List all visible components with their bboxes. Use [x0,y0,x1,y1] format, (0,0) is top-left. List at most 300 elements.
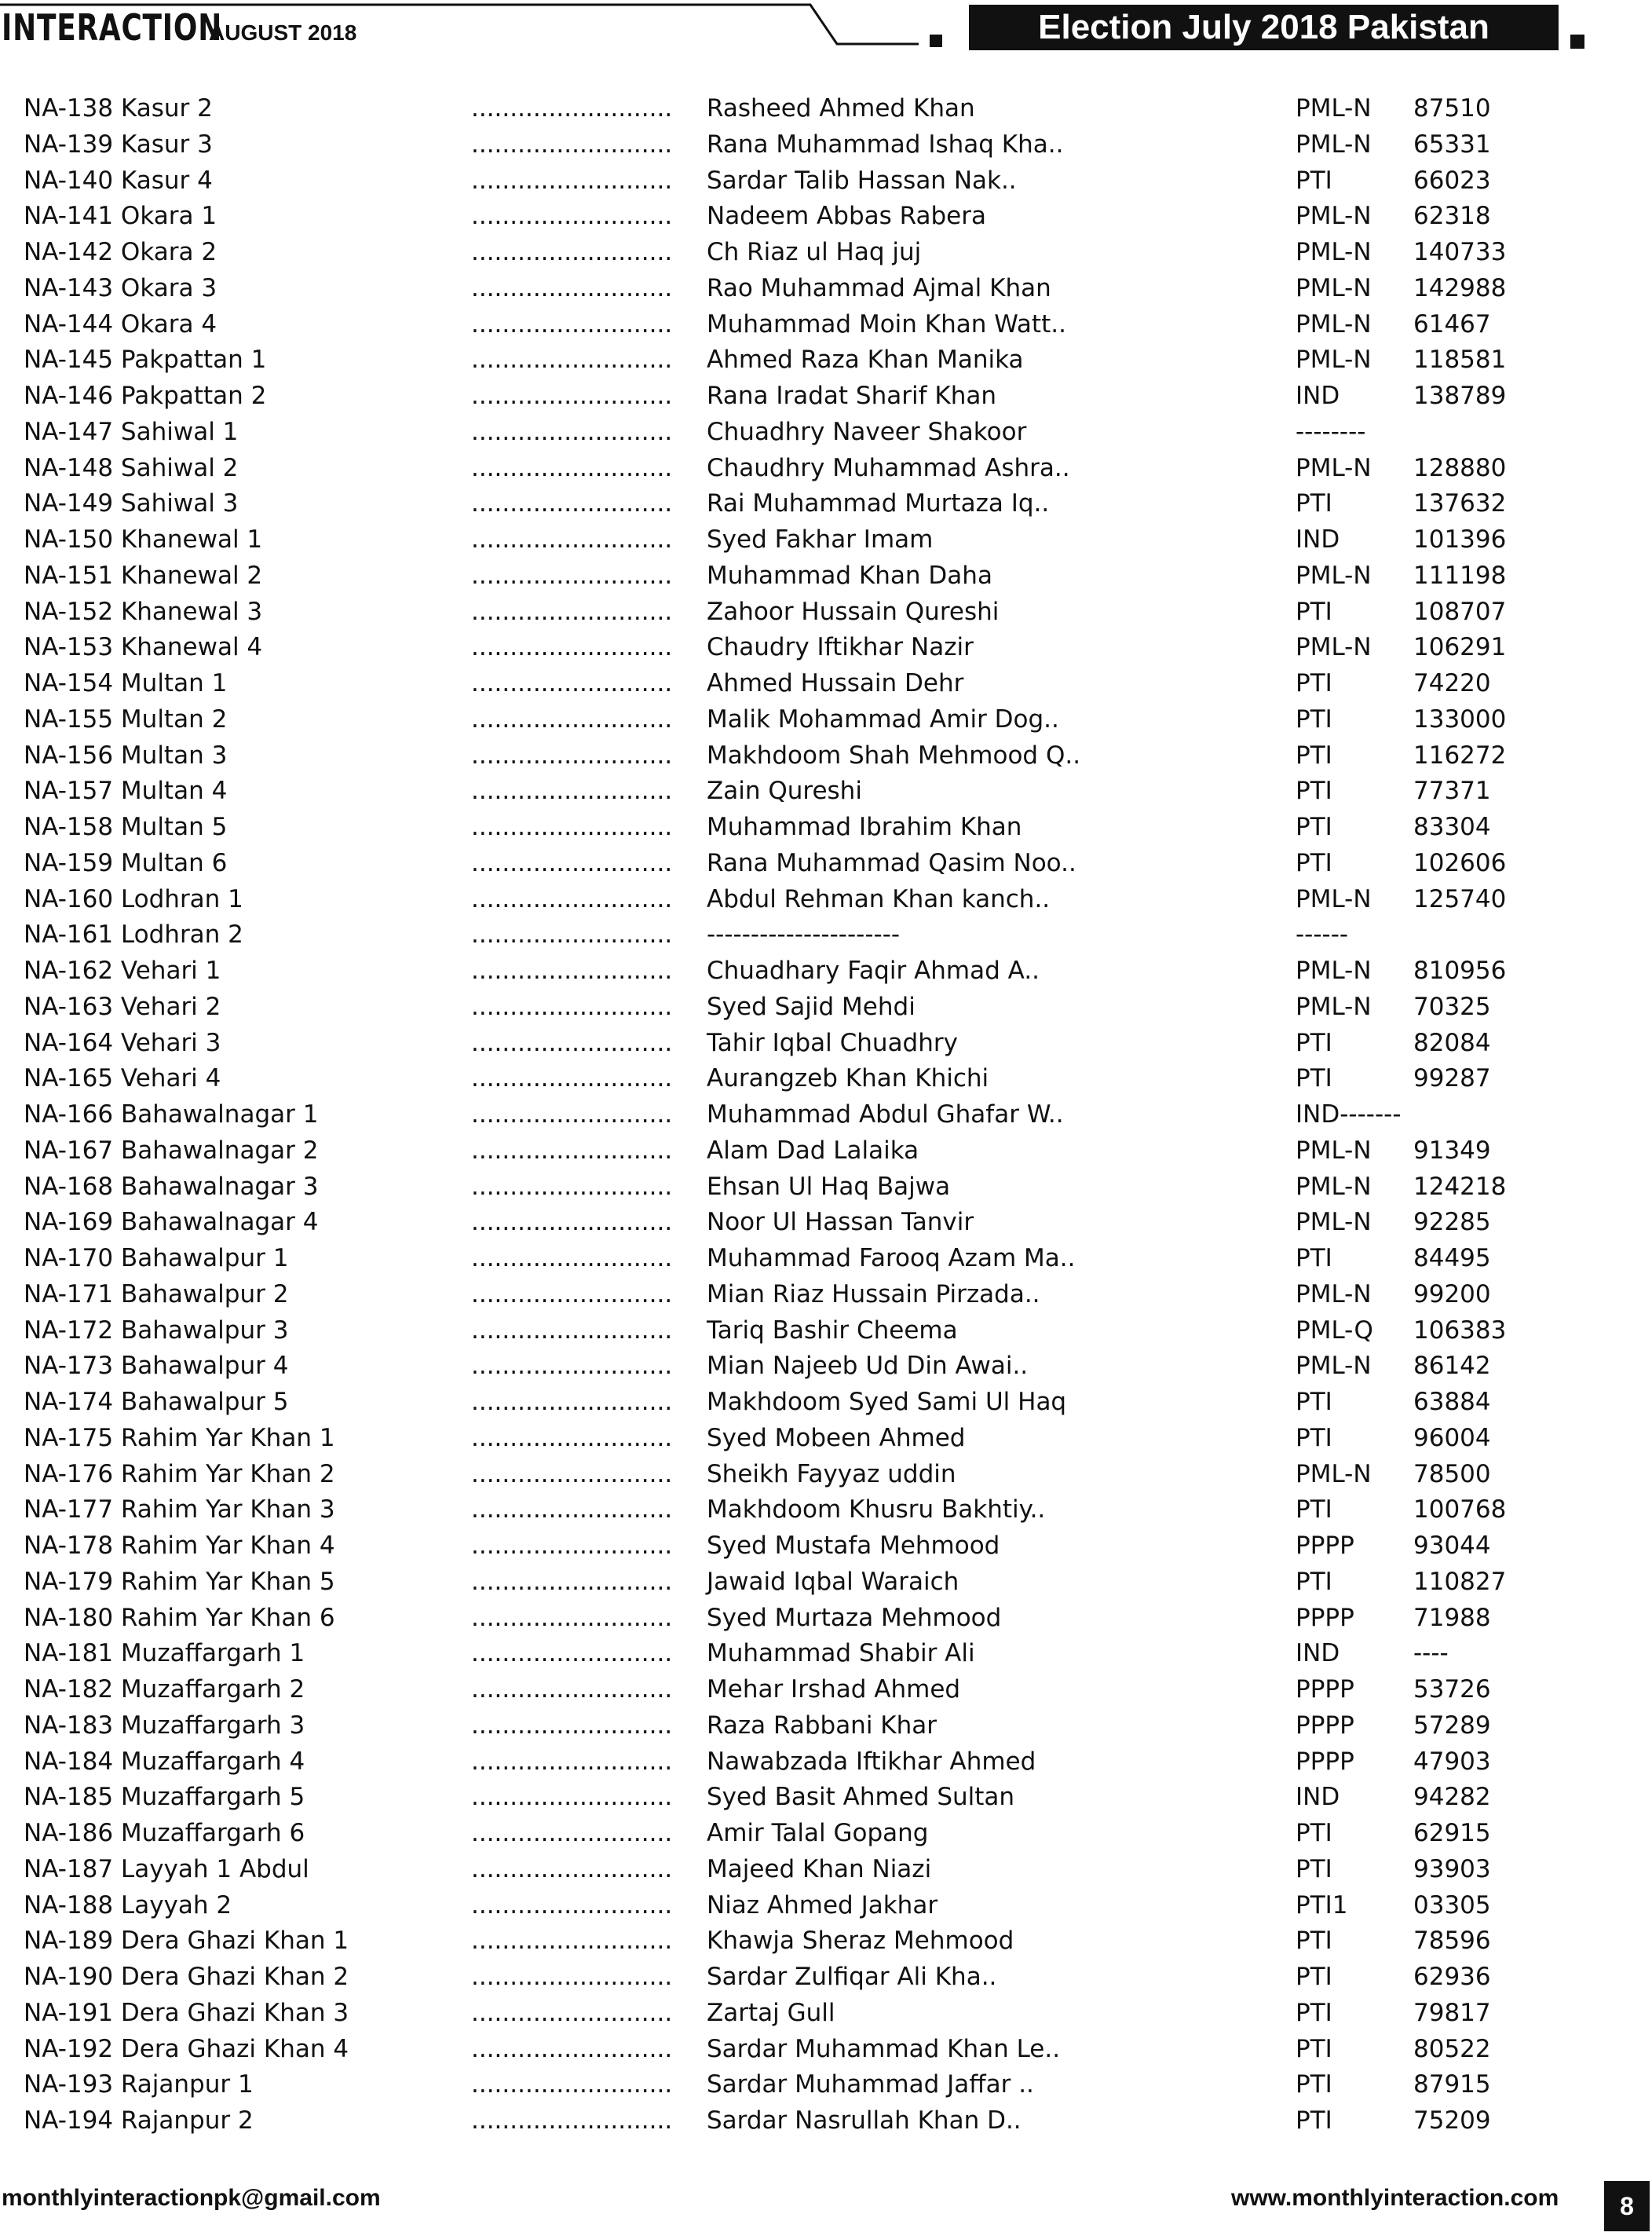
constituency-name: NA-157 Multan 4 [24,777,228,806]
constituency-name: NA-142 Okara 2 [24,238,217,266]
candidate-name: Muhammad Moin Khan Watt.. [707,309,1066,339]
list-item [0,93,1652,128]
dotted-leader: .......................... [471,848,673,877]
vote-count: 99287 [1413,1064,1491,1093]
vote-count: 125740 [1413,884,1507,913]
list-item [0,1027,1652,1063]
dotted-leader: .......................... [471,561,673,590]
party-name: PTI1 [1296,1890,1348,1919]
dotted-leader: .......................... [471,1783,673,1812]
list-item [0,273,1652,308]
party-name: PTI [1296,1819,1332,1847]
constituency-name: NA-166 Bahawalnagar 1 [24,1100,319,1129]
party-name: PTI [1296,813,1332,841]
candidate-name: Ahmed Raza Khan Manika [707,346,1024,375]
vote-count: 96004 [1413,1423,1491,1452]
vote-count: 91349 [1413,1136,1491,1165]
party-name: PML-N [1296,1352,1372,1381]
dotted-leader: .......................... [471,2106,673,2135]
candidate-name: Raza Rabbani Khar [707,1711,937,1740]
candidate-name: Mian Najeeb Ud Din Awai.. [707,1352,1029,1381]
constituency-name: NA-152 Khanewal 3 [24,597,263,626]
vote-count: 93903 [1413,1854,1491,1883]
dotted-leader: .......................... [471,1028,673,1057]
vote-count: 87915 [1413,2070,1491,2099]
list-item [0,416,1652,452]
candidate-name: Makhdoom Khusru Bakhtiy.. [707,1495,1046,1524]
vote-count: 84495 [1413,1244,1491,1272]
candidate-name: Makhdoom Shah Mehmood Q.. [707,741,1081,770]
party-name: PTI [1296,597,1332,626]
party-name: PTI [1296,1854,1332,1883]
list-item [0,1997,1652,2033]
constituency-name: NA-182 Muzaffargarh 2 [24,1675,305,1704]
party-name: -------- [1296,417,1366,446]
candidate-name: Tahir Iqbal Chuadhry [707,1028,958,1057]
vote-count: 92285 [1413,1208,1491,1237]
vote-count: 116272 [1413,741,1507,770]
candidate-name: Niaz Ahmed Jakhar [707,1890,938,1919]
constituency-name: NA-160 Lodhran 1 [24,884,243,913]
dotted-leader: .......................... [471,1459,673,1488]
candidate-name: Nadeem Abbas Rabera [707,202,986,231]
constituency-name: NA-186 Muzaffargarh 6 [24,1819,305,1847]
dotted-leader: .......................... [471,597,673,626]
vote-count: 110827 [1413,1567,1507,1596]
list-item [0,1386,1652,1422]
list-item [0,452,1652,488]
constituency-name: NA-164 Vehari 3 [24,1028,221,1057]
candidate-name: Makhdoom Syed Sami Ul Haq [707,1388,1067,1416]
section-title: Election July 2018 Pakistan [969,5,1559,50]
list-item [0,1890,1652,1925]
constituency-name: NA-162 Vehari 1 [24,957,221,985]
vote-count: 100768 [1413,1495,1507,1524]
list-item [0,1422,1652,1458]
list-item [0,631,1652,667]
list-item [0,560,1652,595]
constituency-name: NA-171 Bahawalpur 2 [24,1279,289,1308]
dotted-leader: .......................... [471,1532,673,1560]
party-name: PML-N [1296,1459,1372,1488]
party-name: PTI [1296,2034,1332,2063]
constituency-name: NA-172 Bahawalpur 3 [24,1316,289,1345]
party-name: PML-N [1296,309,1372,339]
list-item [0,1206,1652,1242]
candidate-name: Muhammad Shabir Ali [707,1639,975,1668]
constituency-name: NA-159 Multan 6 [24,848,228,877]
party-name: PTI [1296,848,1332,877]
list-item [0,1925,1652,1960]
vote-count: 70325 [1413,992,1491,1021]
party-name: PTI [1296,1244,1332,1272]
candidate-name: Syed Mustafa Mehmood [707,1532,1000,1560]
candidate-name: Abdul Rehman Khan kanch.. [707,884,1051,913]
vote-count: 78596 [1413,1927,1491,1956]
party-name: PTI [1296,669,1332,697]
vote-count: 47903 [1413,1747,1491,1776]
list-item [0,1781,1652,1817]
constituency-name: NA-194 Rajanpur 2 [24,2106,254,2135]
list-item [0,1135,1652,1170]
list-item [0,668,1652,703]
candidate-name: Rana Muhammad Ishaq Kha.. [707,130,1064,159]
dotted-leader: .......................... [471,309,673,339]
dotted-leader: .......................... [471,704,673,734]
constituency-name: NA-177 Rahim Yar Khan 3 [24,1495,335,1524]
list-item [0,129,1652,164]
candidate-name: Majeed Khan Niazi [707,1854,932,1883]
party-name: PML-N [1296,346,1372,375]
list-item [0,200,1652,236]
constituency-name: NA-180 Rahim Yar Khan 6 [24,1603,335,1632]
candidate-name: ---------------------- [707,920,901,950]
list-item [0,1566,1652,1601]
list-item [0,524,1652,559]
list-item [0,236,1652,272]
party-name: PTI [1296,1998,1332,2027]
list-item [0,1674,1652,1709]
constituency-name: NA-150 Khanewal 1 [24,525,263,554]
party-name: PML-N [1296,633,1372,662]
constituency-name: NA-176 Rahim Yar Khan 2 [24,1459,335,1488]
dotted-leader: .......................... [471,1064,673,1093]
party-name: PTI [1296,166,1332,195]
party-name: PML-N [1296,273,1372,302]
constituency-name: NA-184 Muzaffargarh 4 [24,1747,305,1776]
vote-count: ---- [1413,1639,1449,1668]
candidate-name: Alam Dad Lalaika [707,1136,919,1165]
dotted-leader: .......................... [471,346,673,375]
page-header [0,0,1652,63]
list-item [0,884,1652,919]
candidate-name: Syed Murtaza Mehmood [707,1603,1002,1632]
list-item [0,1638,1652,1673]
header-square-right [1570,35,1584,49]
vote-count: 82084 [1413,1028,1491,1057]
party-name: PML-N [1296,1136,1372,1165]
vote-count: 57289 [1413,1711,1491,1740]
dotted-leader: .......................... [471,1495,673,1524]
constituency-name: NA-168 Bahawalnagar 3 [24,1172,319,1201]
constituency-name: NA-153 Khanewal 4 [24,633,263,662]
party-name: PPPP [1296,1603,1354,1632]
candidate-name: Aurangzeb Khan Khichi [707,1064,989,1093]
candidate-name: Syed Mobeen Ahmed [707,1423,966,1452]
header-square-left [930,35,942,47]
dotted-leader: .......................... [471,489,673,518]
list-item [0,165,1652,200]
vote-count: 810956 [1413,957,1507,985]
constituency-name: NA-147 Sahiwal 1 [24,417,239,446]
dotted-leader: .......................... [471,273,673,302]
dotted-leader: .......................... [471,957,673,985]
candidate-name: Chaudry Iftikhar Nazir [707,633,974,662]
party-name: PTI [1296,1567,1332,1596]
constituency-name: NA-158 Multan 5 [24,813,228,841]
vote-count: 80522 [1413,2034,1491,2063]
candidate-name: Chuadhary Faqir Ahmad A.. [707,957,1040,985]
list-item [0,488,1652,523]
vote-count: 74220 [1413,669,1491,697]
vote-count: 133000 [1413,704,1507,734]
constituency-name: NA-138 Kasur 2 [24,94,213,123]
vote-count: 102606 [1413,848,1507,877]
list-item [0,1854,1652,1889]
party-name: PML-N [1296,957,1372,985]
candidate-name: Sardar Zulfiqar Ali Kha.. [707,1963,997,1991]
magazine-title: INTERACTION [2,6,223,49]
dotted-leader: .......................... [471,1963,673,1991]
vote-count: 142988 [1413,273,1507,302]
vote-count: 63884 [1413,1388,1491,1416]
candidate-name: Malik Mohammad Amir Dog.. [707,704,1059,734]
list-item [0,596,1652,631]
candidate-name: Mehar Irshad Ahmed [707,1675,961,1704]
party-name: PTI [1296,1388,1332,1416]
constituency-name: NA-145 Pakpattan 1 [24,346,267,375]
vote-count: 75209 [1413,2106,1491,2135]
dotted-leader: .......................... [471,1603,673,1632]
constituency-name: NA-178 Rahim Yar Khan 4 [24,1532,335,1560]
constituency-name: NA-161 Lodhran 2 [24,920,243,950]
party-name: PTI [1296,777,1332,806]
constituency-name: NA-151 Khanewal 2 [24,561,263,590]
vote-count: 108707 [1413,597,1507,626]
constituency-name: NA-188 Layyah 2 [24,1890,232,1919]
dotted-leader: .......................... [471,992,673,1021]
dotted-leader: .......................... [471,1819,673,1847]
constituency-name: NA-189 Dera Ghazi Khan 1 [24,1927,349,1956]
dotted-leader: .......................... [471,1639,673,1668]
vote-count: 53726 [1413,1675,1491,1704]
dotted-leader: .......................... [471,1316,673,1345]
dotted-leader: .......................... [471,1208,673,1237]
list-item [0,1746,1652,1781]
list-item [0,1279,1652,1314]
vote-count: 99200 [1413,1279,1491,1308]
constituency-name: NA-193 Rajanpur 1 [24,2070,254,2099]
candidate-name: Muhammad Abdul Ghafar W.. [707,1100,1064,1129]
list-item [0,1602,1652,1638]
candidate-name: Tariq Bashir Cheema [707,1316,958,1345]
party-name: PML-N [1296,453,1372,482]
constituency-name: NA-146 Pakpattan 2 [24,382,267,410]
constituency-name: NA-144 Okara 4 [24,309,217,339]
constituency-name: NA-148 Sahiwal 2 [24,453,239,482]
party-name: PML-N [1296,202,1372,231]
vote-count: 137632 [1413,489,1507,518]
vote-count: 71988 [1413,1603,1491,1632]
candidate-name: Syed Basit Ahmed Sultan [707,1783,1015,1812]
party-name: PPPP [1296,1532,1354,1560]
candidate-name: Sardar Nasrullah Khan D.. [707,2106,1022,2135]
candidate-name: Rana Iradat Sharif Khan [707,382,996,410]
vote-count: 62915 [1413,1819,1491,1847]
candidate-name: Zain Qureshi [707,777,862,806]
list-item [0,380,1652,415]
party-name: PML-N [1296,1172,1372,1201]
party-name: PTI [1296,1423,1332,1452]
party-name: ------ [1296,920,1349,950]
party-name: PML-N [1296,1208,1372,1237]
vote-count: 86142 [1413,1352,1491,1381]
party-name: PPPP [1296,1747,1354,1776]
party-name: PTI [1296,704,1332,734]
vote-count: 03305 [1413,1890,1491,1919]
constituency-name: NA-165 Vehari 4 [24,1064,221,1093]
dotted-leader: .......................... [471,741,673,770]
list-item [0,1494,1652,1529]
dotted-leader: .......................... [471,1172,673,1201]
constituency-name: NA-156 Multan 3 [24,741,228,770]
candidate-name: Sardar Muhammad Khan Le.. [707,2034,1061,2063]
list-item [0,740,1652,775]
vote-count: 111198 [1413,561,1507,590]
vote-count: 61467 [1413,309,1491,339]
dotted-leader: .......................... [471,525,673,554]
vote-count: 138789 [1413,382,1507,410]
candidate-name: Sardar Talib Hassan Nak.. [707,166,1017,195]
constituency-name: NA-154 Multan 1 [24,669,228,697]
dotted-leader: .......................... [471,1100,673,1129]
party-name: IND [1296,382,1340,410]
list-item [0,2033,1652,2069]
party-name: PML-N [1296,992,1372,1021]
dotted-leader: .......................... [471,1352,673,1381]
dotted-leader: .......................... [471,2034,673,2063]
candidate-name: Jawaid Iqbal Waraich [707,1567,959,1596]
constituency-name: NA-167 Bahawalnagar 2 [24,1136,319,1165]
list-item [0,811,1652,847]
vote-count: 124218 [1413,1172,1507,1201]
party-name: PTI [1296,2106,1332,2135]
vote-count: 62318 [1413,202,1491,231]
list-item [0,991,1652,1027]
party-name: PTI [1296,1064,1332,1093]
vote-count: 94282 [1413,1783,1491,1812]
candidate-name: Ehsan Ul Haq Bajwa [707,1172,951,1201]
candidate-name: Muhammad Ibrahim Khan [707,813,1022,841]
candidate-name: Syed Fakhar Imam [707,525,934,554]
dotted-leader: .......................... [471,202,673,231]
candidate-name: Zartaj Gull [707,1998,835,2027]
vote-count: 87510 [1413,94,1491,123]
vote-count: 79817 [1413,1998,1491,2027]
party-name: IND [1296,1783,1340,1812]
list-item [0,1350,1652,1385]
vote-count: 101396 [1413,525,1507,554]
dotted-leader: .......................... [471,1890,673,1919]
dotted-leader: .......................... [471,1423,673,1452]
list-item [0,2105,1652,2140]
list-item [0,1961,1652,1996]
vote-count: 65331 [1413,130,1491,159]
dotted-leader: .......................... [471,1279,673,1308]
vote-count: 118581 [1413,346,1507,375]
dotted-leader: .......................... [471,94,673,123]
dotted-leader: .......................... [471,1711,673,1740]
constituency-name: NA-191 Dera Ghazi Khan 3 [24,1998,349,2027]
dotted-leader: .......................... [471,417,673,446]
candidate-name: Rao Muhammad Ajmal Khan [707,273,1051,302]
vote-count: 140733 [1413,238,1507,266]
candidate-name: Muhammad Khan Daha [707,561,992,590]
dotted-leader: .......................... [471,1927,673,1956]
constituency-name: NA-192 Dera Ghazi Khan 4 [24,2034,349,2063]
list-item [0,775,1652,811]
candidate-name: Sheikh Fayyaz uddin [707,1459,956,1488]
page-number: 8 [1604,2181,1650,2231]
list-item [0,1817,1652,1853]
candidate-name: Rai Muhammad Murtaza Iq.. [707,489,1050,518]
constituency-name: NA-170 Bahawalpur 1 [24,1244,289,1272]
list-item [0,955,1652,990]
constituency-name: NA-143 Okara 3 [24,273,217,302]
dotted-leader: .......................... [471,238,673,266]
party-name: PPPP [1296,1675,1354,1704]
candidate-name: Amir Talal Gopang [707,1819,929,1847]
candidate-name: Ahmed Hussain Dehr [707,669,964,697]
dotted-leader: .......................... [471,884,673,913]
vote-count: 93044 [1413,1532,1491,1560]
constituency-name: NA-174 Bahawalpur 5 [24,1388,289,1416]
dotted-leader: .......................... [471,1747,673,1776]
party-name: IND [1296,525,1340,554]
party-name: PTI [1296,1495,1332,1524]
constituency-name: NA-175 Rahim Yar Khan 1 [24,1423,335,1452]
party-name: PTI [1296,1963,1332,1991]
dotted-leader: .......................... [471,669,673,697]
constituency-name: NA-169 Bahawalnagar 4 [24,1208,319,1237]
candidate-name: Nawabzada Iftikhar Ahmed [707,1747,1036,1776]
vote-count: 77371 [1413,777,1491,806]
dotted-leader: .......................... [471,1854,673,1883]
party-name: PML-Q [1296,1316,1373,1345]
constituency-name: NA-183 Muzaffargarh 3 [24,1711,305,1740]
constituency-name: NA-173 Bahawalpur 4 [24,1352,289,1381]
vote-count: 106383 [1413,1316,1507,1345]
candidate-name: Noor Ul Hassan Tanvir [707,1208,974,1237]
party-name: PPPP [1296,1711,1354,1740]
constituency-name: NA-140 Kasur 4 [24,166,213,195]
dotted-leader: .......................... [471,382,673,410]
constituency-name: NA-181 Muzaffargarh 1 [24,1639,305,1668]
vote-count: 106291 [1413,633,1507,662]
candidate-name: Khawja Sheraz Mehmood [707,1927,1014,1956]
footer-email: monthlyinteractionpk@gmail.com [2,2185,381,2211]
candidate-name: Sardar Muhammad Jaffar .. [707,2070,1034,2099]
constituency-name: NA-155 Multan 2 [24,704,228,734]
party-name: PTI [1296,741,1332,770]
party-name: PTI [1296,2070,1332,2099]
dotted-leader: .......................... [471,1388,673,1416]
party-name: PML-N [1296,238,1372,266]
dotted-leader: .......................... [471,633,673,662]
dotted-leader: .......................... [471,1675,673,1704]
list-item [0,1530,1652,1565]
candidate-name: Ch Riaz ul Haq juj [707,238,922,266]
constituency-name: NA-190 Dera Ghazi Khan 2 [24,1963,349,1991]
constituency-name: NA-179 Rahim Yar Khan 5 [24,1567,335,1596]
footer-website: www.monthlyinteraction.com [1231,2185,1559,2211]
vote-count: 66023 [1413,166,1491,195]
list-item [0,1099,1652,1134]
list-item [0,309,1652,344]
dotted-leader: .......................... [471,2070,673,2099]
dotted-leader: .......................... [471,130,673,159]
list-item [0,344,1652,379]
